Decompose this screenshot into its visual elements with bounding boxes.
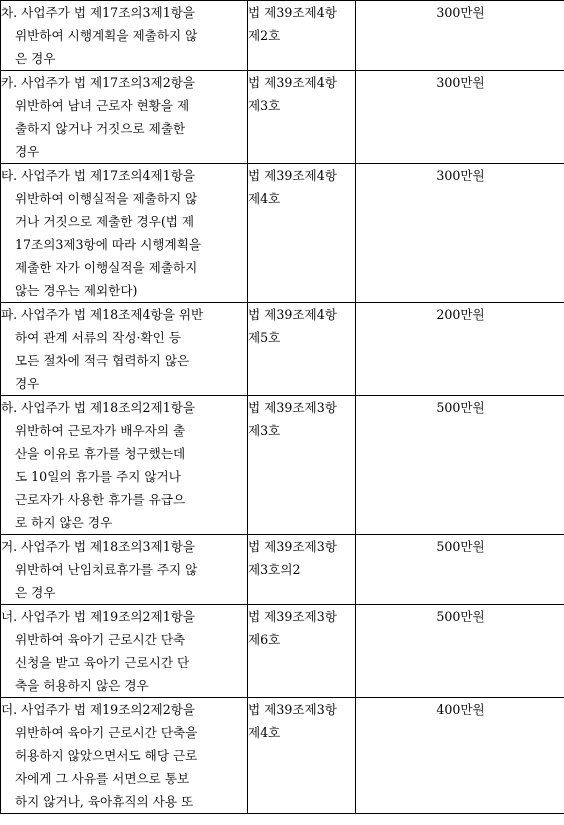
fine-amount-cell [356, 396, 564, 535]
provision-line: 제6호 [248, 632, 281, 647]
violation-line: 은 경우 [15, 51, 56, 66]
table-row [1, 303, 564, 396]
violation-cell [1, 396, 248, 535]
legal-provision-cell [248, 535, 356, 605]
fine-amount: 500만원 [436, 609, 485, 624]
legal-provision-cell [248, 396, 356, 535]
violation-line: 차. 사업주가 법 제17조의3제1항을 [1, 5, 196, 20]
violation-line: 타. 사업주가 법 제17조의4제1항을 [1, 168, 196, 183]
legal-provision-cell [248, 698, 356, 814]
violation-cell [1, 698, 248, 814]
provision-line: 제4호 [248, 725, 281, 740]
table-row [1, 71, 564, 164]
fine-amount-cell [356, 605, 564, 698]
table-row [1, 698, 564, 814]
provision-line: 법 제39조제3항 [248, 400, 337, 415]
table-row [1, 1, 564, 71]
violation-line: 신청을 받고 육아기 근로시간 단 [15, 655, 190, 670]
legal-provision-cell [248, 303, 356, 396]
violation-line: 출하지 않거나 거짓으로 제출한 [15, 121, 186, 136]
violation-line: 하. 사업주가 법 제18조의2제1항을 [1, 400, 196, 415]
provision-line: 법 제39조제4항 [248, 168, 337, 183]
provision-line: 법 제39조제3항 [248, 702, 337, 717]
fine-amount: 500만원 [436, 539, 485, 554]
fine-amount-cell [356, 1, 564, 71]
fine-amount-cell [356, 164, 564, 303]
table-row [1, 164, 564, 303]
violation-line: 위반하여 이행실적을 제출하지 않 [15, 191, 198, 206]
violation-line: 위반하여 난임치료휴가를 주지 않 [15, 562, 198, 577]
violation-line: 경우 [15, 144, 40, 159]
fine-amount: 400만원 [436, 702, 485, 717]
provision-line: 법 제39조제3항 [248, 539, 337, 554]
legal-provision-cell [248, 605, 356, 698]
violation-line: 위반하여 근로자가 배우자의 출 [15, 423, 186, 438]
violation-line: 경우 [15, 376, 40, 391]
penalty-table-body [1, 1, 564, 814]
violation-line: 카. 사업주가 법 제17조의3제2항을 [1, 75, 196, 90]
violation-line: 도 10일의 휴가를 주지 않거나 [15, 469, 181, 484]
provision-line: 제3호 [248, 423, 281, 438]
legal-provision-cell [248, 1, 356, 71]
fine-amount-cell [356, 303, 564, 396]
violation-line: 거. 사업주가 법 제18조의3제1항을 [1, 539, 196, 554]
fine-amount: 300만원 [436, 75, 485, 90]
violation-line: 위반하여 남녀 근로자 현황을 제 [15, 98, 190, 113]
provision-line: 제4호 [248, 191, 281, 206]
violation-line: 로 하지 않은 경우 [15, 515, 113, 530]
violation-line: 너. 사업주가 법 제19조의2제1항을 [1, 609, 196, 624]
violation-line: 17조의3제3항에 따라 시행계획을 [15, 237, 202, 252]
violation-line: 자에게 그 사유를 서면으로 통보 [15, 771, 190, 786]
provision-line: 제3호의2 [248, 562, 301, 577]
violation-line: 허용하지 않았으면서도 해당 근로 [15, 748, 198, 763]
violation-line: 거나 거짓으로 제출한 경우(법 제 [15, 214, 195, 229]
violation-line: 더. 사업주가 법 제19조의2제2항을 [1, 702, 196, 717]
violation-line: 위반하여 육아기 근로시간 단축 [15, 632, 186, 647]
fine-amount: 300만원 [436, 5, 485, 20]
legal-provision-cell [248, 164, 356, 303]
violation-line: 위반하여 육아기 근로시간 단축을 [15, 725, 198, 740]
violation-line: 위반하여 시행계획을 제출하지 않 [15, 28, 198, 43]
violation-line: 축을 허용하지 않은 경우 [15, 678, 149, 693]
violation-line: 않는 경우는 제외한다) [15, 283, 138, 298]
violation-cell [1, 535, 248, 605]
fine-amount: 200만원 [436, 307, 485, 322]
violation-line: 모든 절차에 적극 협력하지 않은 [15, 353, 190, 368]
violation-cell [1, 1, 248, 71]
provision-line: 제5호 [248, 330, 281, 345]
provision-line: 제3호 [248, 98, 281, 113]
table-row [1, 605, 564, 698]
violation-line: 파. 사업주가 법 제18조제4항을 위반 [1, 307, 204, 322]
fine-amount: 300만원 [436, 168, 485, 183]
provision-line: 법 제39조제4항 [248, 75, 337, 90]
table-row [1, 535, 564, 605]
provision-line: 제2호 [248, 28, 281, 43]
legal-provision-cell [248, 71, 356, 164]
table-row [1, 396, 564, 535]
fine-amount-cell [356, 535, 564, 605]
provision-line: 법 제39조제4항 [248, 307, 337, 322]
violation-cell [1, 303, 248, 396]
violation-cell [1, 164, 248, 303]
violation-line: 근로자가 사용한 휴가를 유급으 [15, 492, 186, 507]
violation-cell [1, 71, 248, 164]
provision-line: 법 제39조제4항 [248, 5, 337, 20]
violation-line: 산을 이유로 휴가를 청구했는데 [15, 446, 186, 461]
fine-amount-cell [356, 71, 564, 164]
provision-line: 법 제39조제3항 [248, 609, 337, 624]
violation-cell [1, 605, 248, 698]
violation-line: 제출한 자가 이행실적을 제출하지 [15, 260, 198, 275]
violation-line: 은 경우 [15, 585, 56, 600]
violation-line: 하지 않거나, 육아휴직의 사용 또 [15, 794, 194, 809]
fine-amount: 500만원 [436, 400, 485, 415]
fine-amount-cell [356, 698, 564, 814]
violation-line: 하여 관계 서류의 작성·확인 등 [15, 330, 182, 345]
